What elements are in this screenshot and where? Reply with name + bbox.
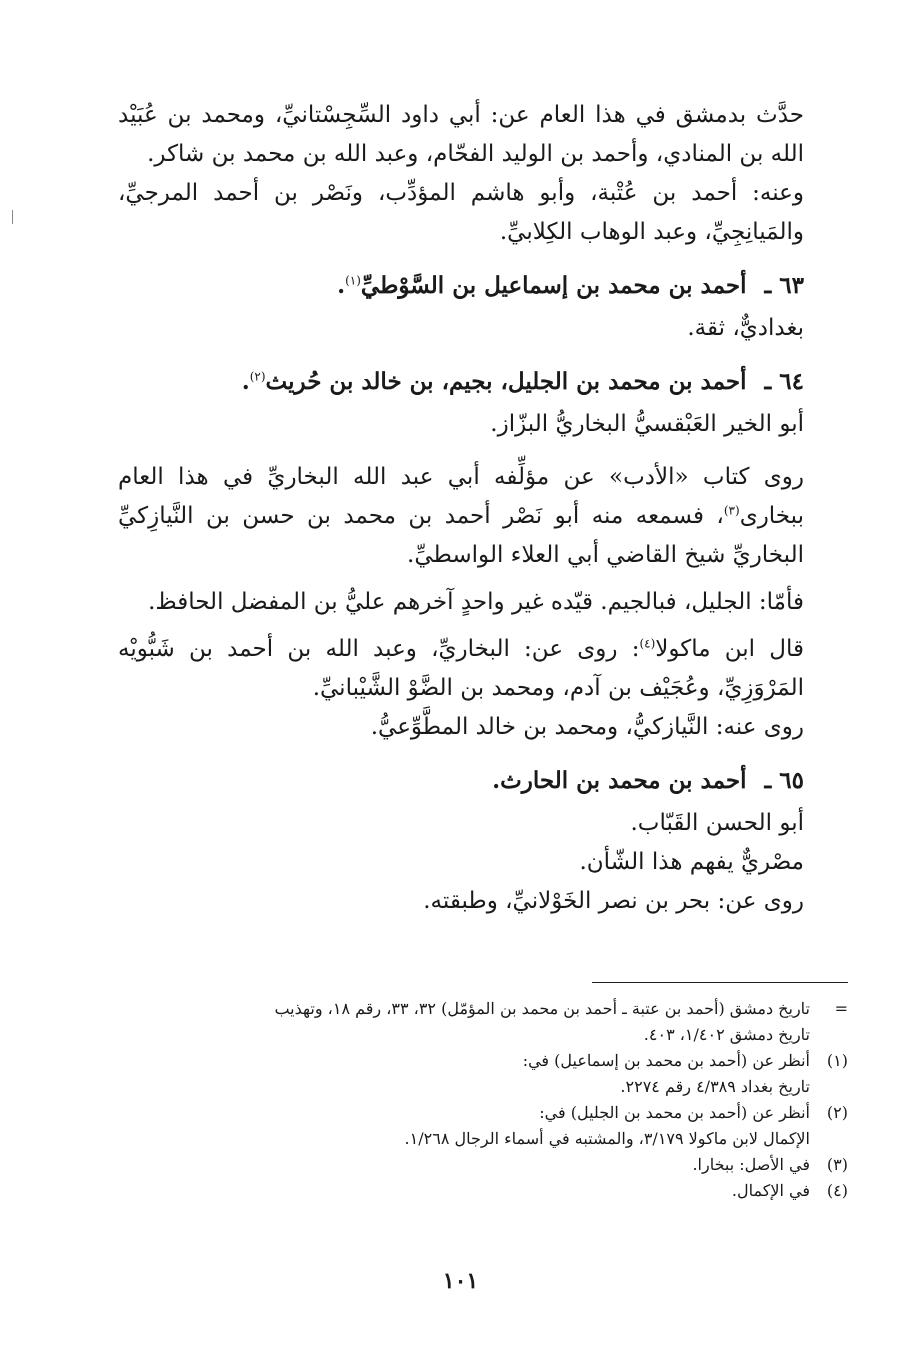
footnote-text	[118, 1178, 818, 1204]
footnote-line: أنظر عن (أحمد بن محمد بن إسماعيل) في:	[522, 1051, 810, 1070]
footnote-ref: (٣)	[723, 503, 740, 518]
footnote-line: في الأصل: ببخارا.	[692, 1155, 810, 1174]
entry-heading-65	[118, 761, 848, 800]
footnote-mark: =	[834, 999, 848, 1018]
footnote-3	[118, 1152, 848, 1178]
footnote-line: تاريخ بغداد ٤/٣٨٩ رقم ٢٢٧٤.	[620, 1077, 810, 1096]
paragraph-text: : روى عن: البخاريِّ، وعبد الله بن أحمد بن شَبُّويْه المَرْوَزِيِّ، وعُجَيْف بن آدم، ومحمد بن الضَّوْ الشَّيْبانيِّ.	[118, 636, 804, 701]
footnote-1	[118, 1048, 848, 1100]
footnote-ref: (٢)	[249, 369, 266, 384]
entry-end: .	[492, 767, 501, 794]
footnotes	[118, 996, 848, 1204]
paragraph-description	[118, 309, 848, 348]
footnote-mark: (١)	[826, 1051, 848, 1070]
paragraph-text: بغداديٌّ، ثقة.	[687, 315, 804, 341]
margin-mark	[12, 210, 13, 224]
entry-heading-64	[118, 362, 848, 401]
paragraph-narration	[118, 458, 848, 575]
paragraph-narration	[118, 882, 848, 921]
paragraph-text: حدَّث بدمشق في هذا العام عن: أبي داود السِّجِسْتانيِّ، ومحمد بن عُبَيْد الله بن المنادي، وأحمد بن الوليد الفحّام، وعبد الله بن محمد بن شاكر.	[118, 102, 804, 167]
footnote-line: الإكمال لابن ماكولا ٣/١٧٩، والمشتبه في أسماء الرجال ١/٢٦٨.	[404, 1129, 810, 1148]
footnote-line: في الإكمال.	[731, 1181, 810, 1200]
footnote-ref: (١)	[345, 273, 361, 288]
footnote-ref: (٤)	[639, 636, 656, 651]
footnote-text	[118, 1152, 818, 1178]
paragraph-text: ، فسمعه منه أبو نَصْر أحمد بن محمد بن حسن بن النَّيازِكيِّ البخاريِّ شيخ القاضي أبي العلاء الواسطيِّ.	[118, 503, 804, 568]
paragraph-text: فأمّا: الجليل، فبالجيم. قيّده غير واحدٍ آخرهم عليُّ بن المفضل الحافظ.	[148, 589, 804, 615]
entry-number: ٦٤ ـ	[764, 368, 804, 395]
entry-number: ٦٥ ـ	[764, 767, 804, 794]
paragraph-text: روى عنه: النَّيازكيُّ، ومحمد بن خالد المطَّوِّعيُّ.	[370, 714, 804, 740]
footnote-line: تاريخ دمشق (أحمد بن عتبة ـ أحمد بن محمد بن المؤمّل) ٣٢، ٣٣، رقم ١٨، وتهذيب	[274, 999, 810, 1018]
paragraph-text: وعنه: أحمد بن عُتْبة، وأبو هاشم المؤدِّب، ونَصْر بن أحمد المرجيِّ، والمَيانِجِيِّ، وعبد الوهاب الكِلابيِّ.	[118, 180, 804, 245]
entry-end: .	[337, 272, 346, 299]
entry-title: أحمد بن محمد بن الحارث	[500, 767, 747, 794]
footnote-text	[118, 1048, 818, 1100]
paragraph-kunya	[118, 804, 848, 843]
entry-title: أحمد بن محمد بن الجليل، بجيم، بن خالد بن حُريث	[265, 368, 747, 395]
footnote-mark: (٤)	[826, 1181, 848, 1200]
entry-title: أحمد بن محمد بن إسماعيل بن السَّوْطيِّ	[360, 272, 747, 299]
paragraph-kunya	[118, 405, 848, 444]
paragraph-text: روى كتاب «الأدب» عن مؤلِّفه أبي عبد الله البخاريِّ في هذا العام ببخارى	[118, 464, 804, 529]
footnote-line: أنظر عن (أحمد بن محمد بن الجليل) في:	[539, 1103, 810, 1122]
footnote-4	[118, 1178, 848, 1204]
footnote-mark: (٣)	[826, 1155, 848, 1174]
footnote-line: تاريخ دمشق ١/٤٠٢، ٤٠٣.	[643, 1025, 810, 1044]
paragraph-narrators	[118, 174, 848, 252]
paragraph-quote	[118, 630, 848, 708]
paragraph-text: روى عن: بحر بن نصر الخَوْلانيِّ، وطبقته.	[423, 888, 804, 914]
footnote-text	[118, 996, 818, 1048]
paragraph-narration	[118, 96, 848, 174]
paragraph-text: قال ابن ماكولا	[655, 636, 804, 662]
paragraph-text: أبو الحسن القَبّاب.	[630, 810, 804, 836]
entry-end: .	[241, 368, 250, 395]
paragraph-note	[118, 583, 848, 622]
footnote-2	[118, 1100, 848, 1152]
footnote-separator	[592, 982, 848, 983]
paragraph-narrators	[118, 708, 848, 747]
footnote-continued	[118, 996, 848, 1048]
main-text	[118, 96, 848, 921]
entry-number: ٦٣ ـ	[764, 272, 804, 299]
entry-heading-63	[118, 266, 848, 305]
paragraph-text: أبو الخير العَبْقسيُّ البخاريُّ البزّاز.	[490, 411, 804, 437]
page-number: ١٠١	[442, 1268, 479, 1294]
footnote-mark: (٢)	[826, 1103, 848, 1122]
paragraph-text: مصْريٌّ يفهم هذا الشّأن.	[579, 849, 804, 875]
footnote-text	[118, 1100, 818, 1152]
paragraph-description	[118, 843, 848, 882]
